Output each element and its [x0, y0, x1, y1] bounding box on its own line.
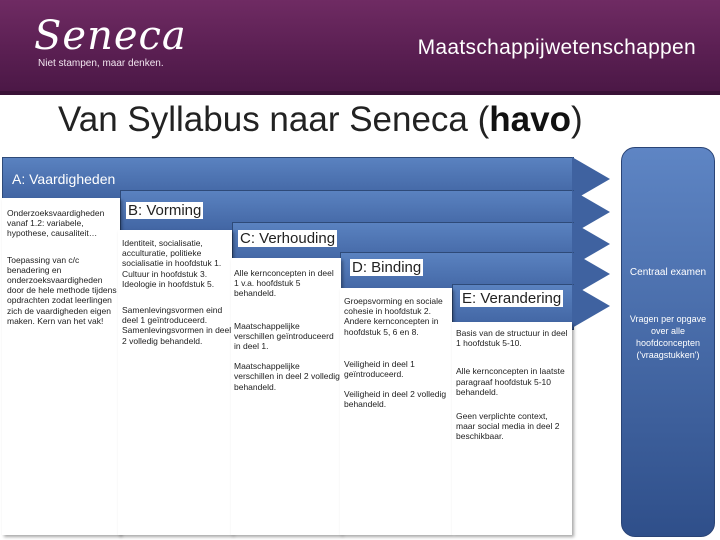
- card-a-para-2: Toepassing van c/c benadering en onderzoeksvaardigheden door de hele methode tijdens opdrachten zodat leerlingen zich de vaardigheden eigen maken. Kern van het vak!: [7, 254, 117, 326]
- card-d-para-1: Groepsvorming en sociale cohesie in hoofdstuk 2. Andere kernconcepten in hoofdstuk 5, 6 en 8.: [344, 296, 443, 337]
- subject-title: Maatschappijwetenschappen: [417, 36, 696, 59]
- card-a-para-1: Onderzoeksvaardigheden vanaf 1.2: variabele, hypothese, causaliteit…: [7, 208, 105, 239]
- card-d-para-2: Veiligheid in deel 1 geïntroduceerd.: [344, 358, 415, 380]
- page-title: [58, 100, 583, 140]
- logo-name: Seneca: [34, 13, 187, 59]
- card-a: [2, 198, 120, 535]
- band-c-title: C: Verhouding: [240, 230, 336, 247]
- card-d: [340, 288, 452, 535]
- card-d-para-3: Veiligheid in deel 2 volledig behandeld.: [344, 389, 447, 410]
- title-close: ): [570, 100, 583, 139]
- card-e-para-2: Alle kernconcepten in laatste paragraaf hoofdstuk 5-10 behandeld.: [456, 366, 565, 397]
- logo-tagline: Niet stampen, maar denken.: [38, 58, 164, 69]
- card-c-para-2: Maatschappelijke verschillen geïntroduceerd in deel 1.: [234, 320, 334, 352]
- card-c: [231, 258, 341, 535]
- title-bold: havo: [489, 100, 571, 139]
- exam-title: Centraal examen: [629, 267, 707, 278]
- card-b-text: [122, 238, 232, 355]
- band-d-title: D: Binding: [352, 259, 422, 276]
- title-main: Van Syllabus naar Seneca (: [58, 100, 490, 139]
- card-d-text: [344, 296, 452, 419]
- card-a-text: [7, 208, 119, 335]
- band-b-title: B: Vorming: [128, 202, 202, 219]
- card-e: [452, 322, 572, 535]
- card-c-para-3: Maatschappelijke verschillen in deel 2 volledig behandeld.: [234, 361, 340, 392]
- card-e-para-1: Basis van de structuur in deel 1 hoofdstuk 5-10.: [456, 328, 568, 349]
- card-b-para-1: Identiteit, socialisatie, acculturatie, politieke socialisatie in hoofdstuk 1. Cultuur in hoofdstuk 3. Ideologie in hoofdstuk 5.: [122, 238, 222, 289]
- card-e-para-3: Geen verplichte context, maar social media in deel 2 beschikbaar.: [456, 411, 560, 442]
- seneca-logo: [34, 14, 187, 69]
- card-b-para-2: Samenlevingsvormen eind deel 1 geïntroduceerd. Samenlevingsvormen in deel 2 volledig behandeld.: [122, 305, 232, 346]
- exam-text: Vragen per opgave over alle hoofdconcepten ('vraagstukken'): [629, 314, 707, 360]
- central-exam-block: [621, 147, 715, 537]
- band-e-title: E: Verandering: [462, 290, 562, 307]
- card-b: [118, 230, 232, 535]
- band-a-title: A: Vaardigheden: [12, 171, 116, 187]
- card-c-text: [234, 268, 340, 401]
- arrow-e: [572, 284, 610, 328]
- card-e-text: [456, 328, 568, 451]
- header-bar: [0, 0, 720, 95]
- card-c-para-1: Alle kernconcepten in deel 1 v.a. hoofdstuk 5 behandeld.: [234, 268, 334, 299]
